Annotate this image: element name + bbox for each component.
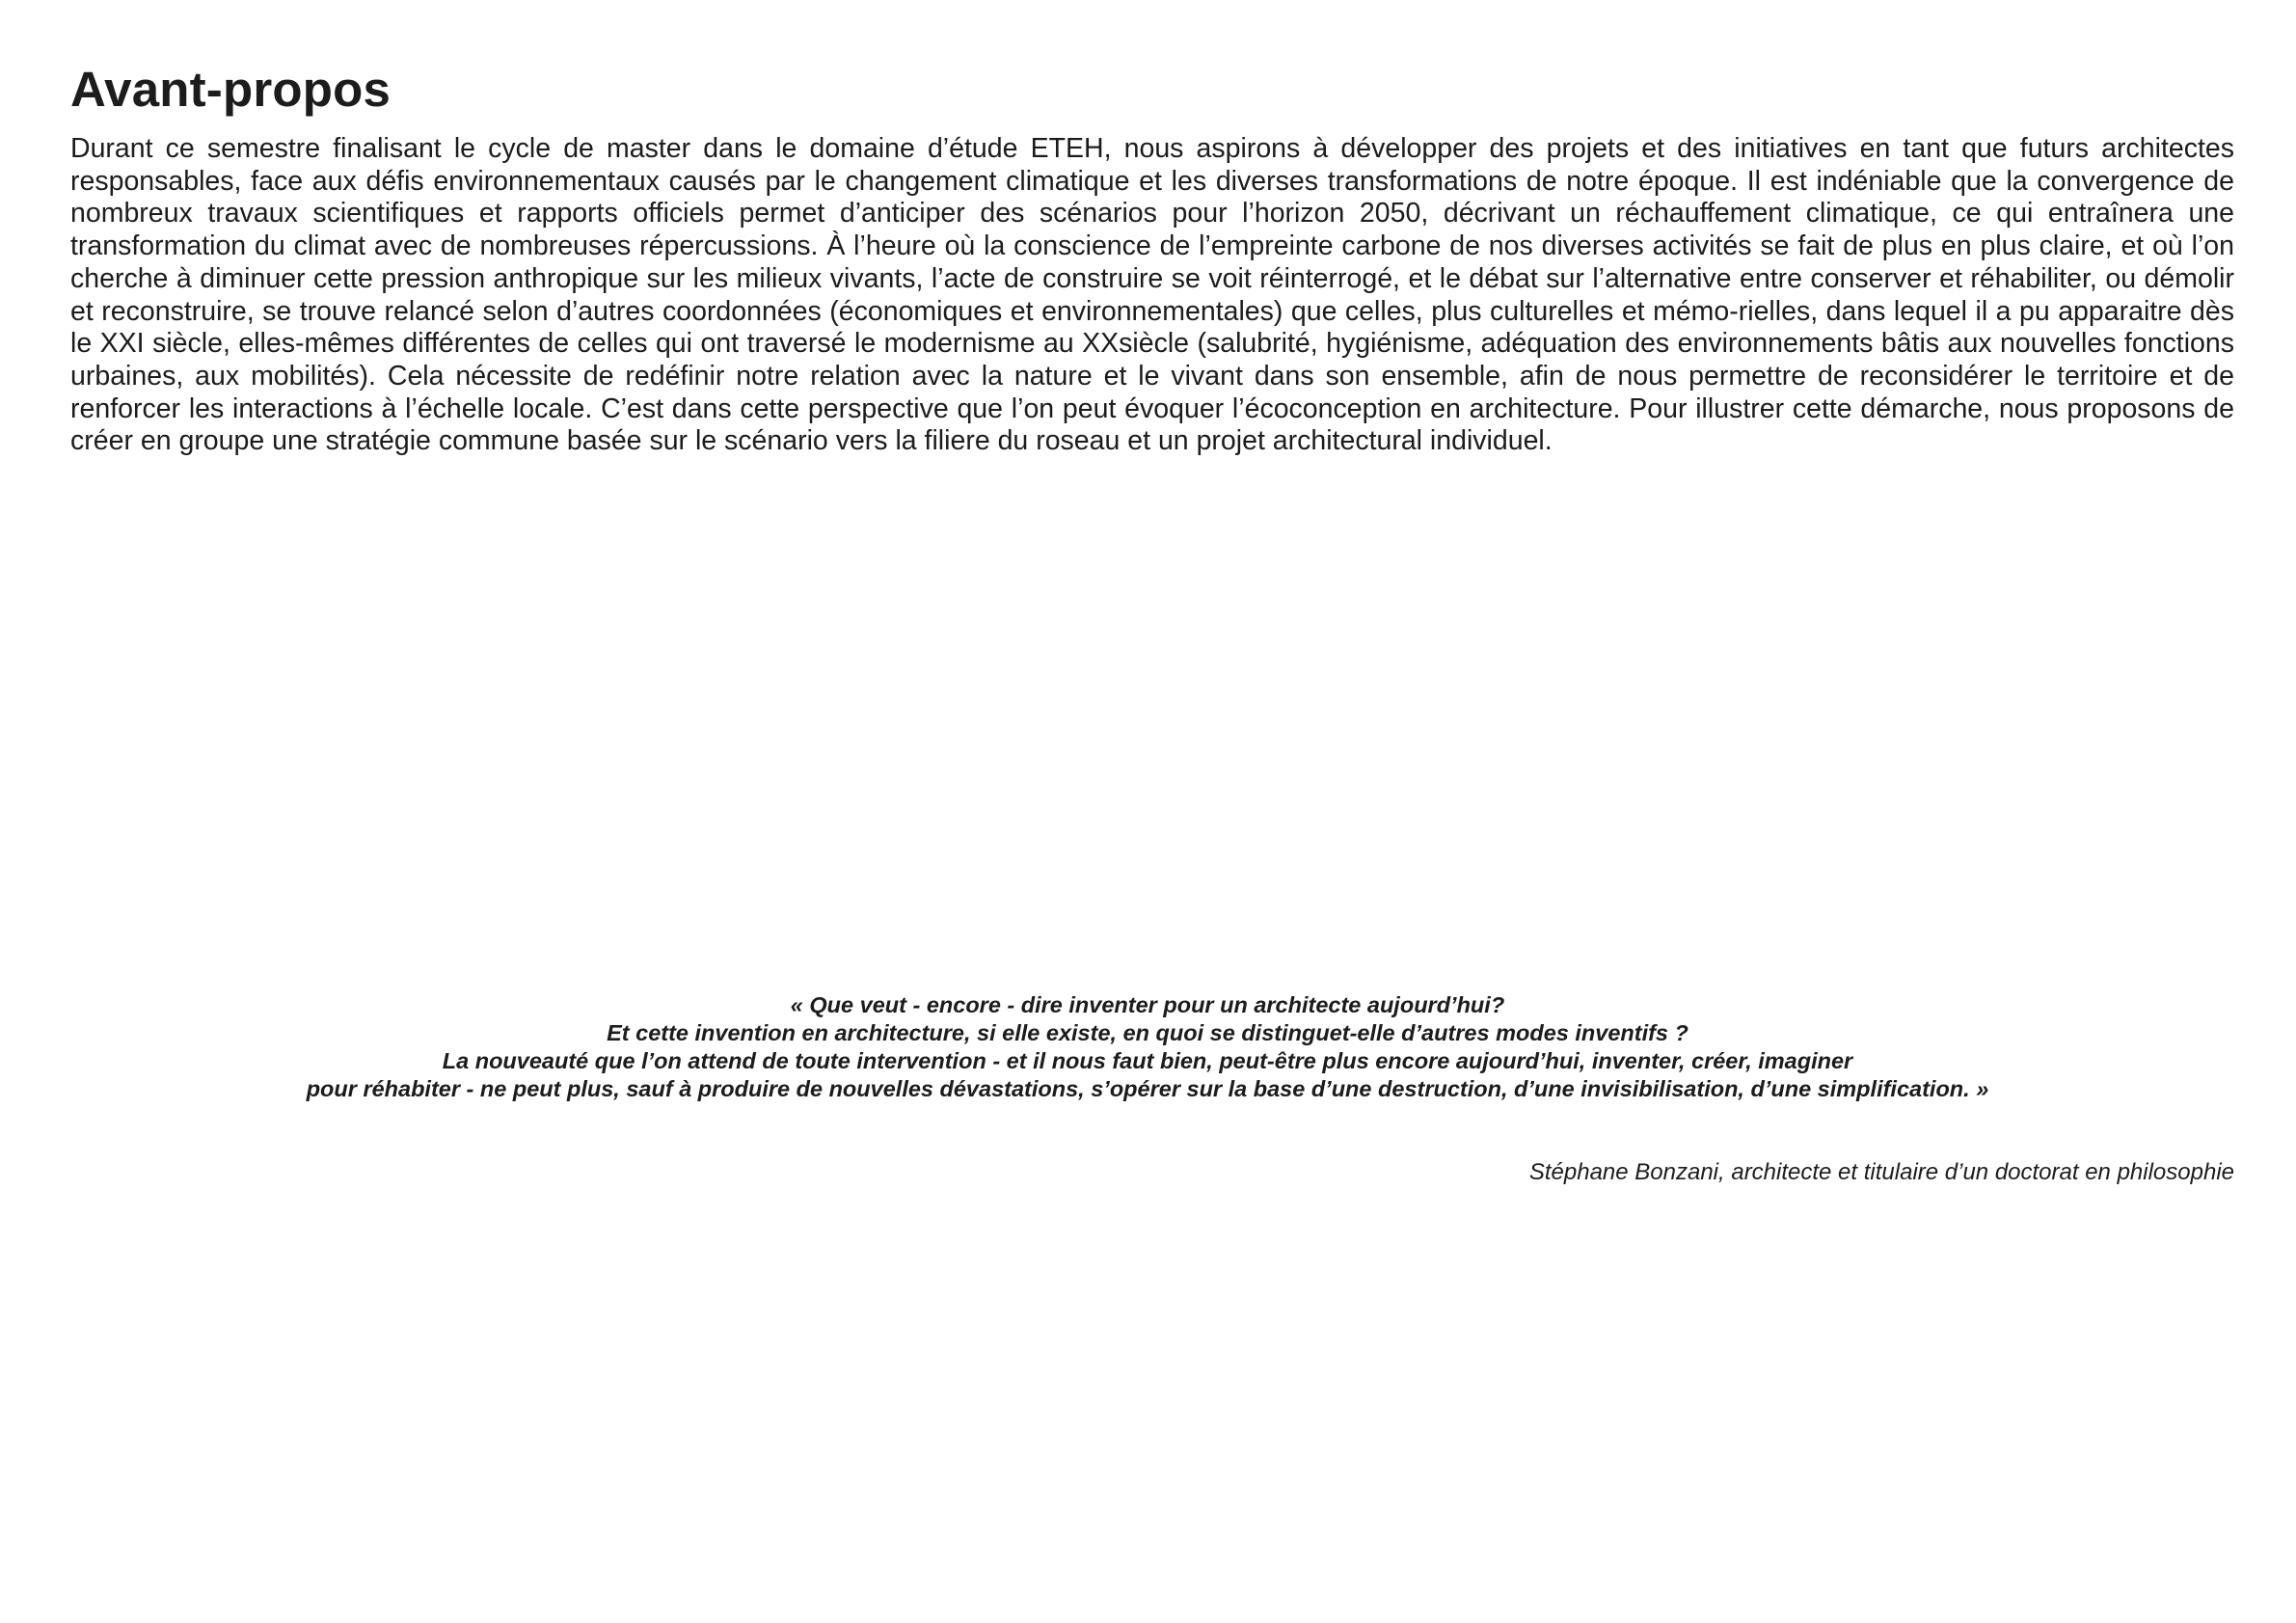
quote-attribution: Stéphane Bonzani, architecte et titulaire d’un doctorat en philosophie: [1528, 1159, 2234, 1185]
quote-line: La nouveauté que l’on attend de toute intervention - et il nous faut bien, peut-être plus encore aujourd’hui, inventer, créer, imaginer: [442, 1048, 1853, 1073]
page-title: Avant-propos: [70, 62, 392, 117]
quote-block: [164, 991, 2131, 1103]
quote-line: Et cette invention en architecture, si elle existe, en quoi se distinguet-elle d’autres modes inventifs ?: [607, 1020, 1688, 1045]
quote-line: pour réhabiter - ne peut plus, sauf à produire de nouvelles dévastations, s’opérer sur la base d’une destruction, d’une invisibilisation, d’une simplification. »: [306, 1076, 1989, 1101]
foreword-paragraph: Durant ce semestre finalisant le cycle de master dans le domaine d’étude ETEH, nous aspirons à développer des projets et des initiatives en tant que futurs architectes responsables, face aux défis environnementaux causés par le changement climatique et les diverses transformations de notre époque. Il est indéniable que la convergence de nombreux travaux scientifiques et rapports officiels permet d’anticiper des scénarios pour l’horizon 2050, décrivant un réchauffement climatique, ce qui entraînera une transformation du climat avec de nombreuses répercussions. À l’heure où la conscience de l’empreinte carbone de nos diverses activités se fait de plus en plus claire, et où l’on cherche à diminuer cette pression anthropique sur les milieux vivants, l’acte de construire se voit réinterrogé, et le débat sur l’alternative entre conserver et réhabiliter, ou démolir et reconstruire, se trouve relancé selon d’autres coordonnées (économiques et environnementales) que celles, plus culturelles et mémo-rielles, dans lequel il a pu apparaitre dès le XXI siècle, elles-mêmes différentes de celles qui ont traversé le modernisme au XXsiècle (salubrité, hygiénisme, adéquation des environnements bâtis aux nouvelles fonctions urbaines, aux mobilités). Cela nécessite de redéfinir notre relation avec la nature et le vivant dans son ensemble, afin de nous permettre de reconsidérer le territoire et de renforcer les interactions à l’échelle locale. C’est dans cette perspective que l’on peut évoquer l’écoconception en architecture. Pour illustrer cette démarche, nous proposons de créer en groupe une stratégie commune basée sur le scénario vers la filiere du roseau et un projet architectural individuel.: [70, 133, 2234, 457]
quote-line: « Que veut - encore - dire inventer pour un architecte aujourd’hui?: [790, 992, 1505, 1017]
